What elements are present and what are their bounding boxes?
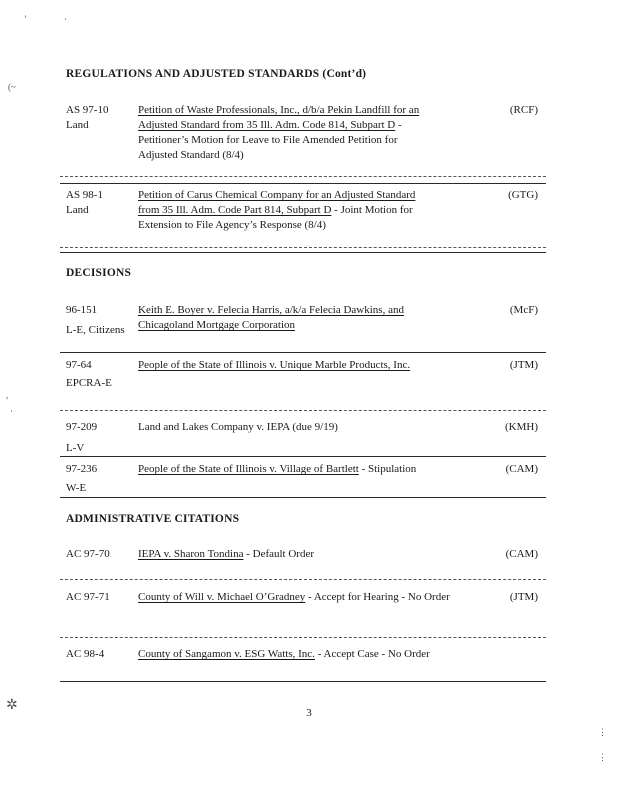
divider <box>60 681 546 682</box>
case-title <box>138 647 478 662</box>
case-category: W-E <box>66 482 87 494</box>
case-number: AC 97-71 <box>66 591 110 603</box>
case-title-link[interactable]: Land and Lakes Company v. IEPA <box>138 421 290 433</box>
case-title <box>138 358 468 373</box>
case-initials: (CAM) <box>505 463 538 475</box>
case-number: AS 97-10 <box>66 104 109 116</box>
case-initials: (RCF) <box>509 104 538 116</box>
case-number: 97-64 <box>66 359 92 371</box>
case-category: L-V <box>66 442 85 454</box>
case-number: AC 98-4 <box>66 648 105 660</box>
case-number: AC 97-70 <box>66 548 110 560</box>
case-title <box>138 420 468 435</box>
case-title <box>138 188 438 233</box>
divider <box>60 252 546 253</box>
scan-speck: · <box>10 406 13 416</box>
case-initials: (GTG) <box>508 189 538 201</box>
scan-speck: ✲ <box>6 698 18 713</box>
admin-citations-heading: ADMINISTRATIVE CITATIONS <box>66 513 240 525</box>
divider <box>60 410 546 411</box>
case-title-rest: - Petitioner’s Motion for Leave to File Amended Petition for Adjusted Standard (8/4) <box>138 119 402 161</box>
case-initials: (McF) <box>509 304 538 316</box>
divider <box>60 183 546 184</box>
divider <box>60 176 546 177</box>
divider <box>60 352 546 353</box>
case-title-rest: - Accept Case - No Order <box>314 648 430 660</box>
scan-speck: · <box>64 14 67 24</box>
case-title <box>138 303 448 333</box>
case-number: AS 98-1 <box>66 189 103 201</box>
divider <box>60 579 546 580</box>
divider <box>60 456 546 457</box>
case-initials: (JTM) <box>509 591 538 603</box>
page-number: 3 <box>306 707 312 719</box>
case-title-link[interactable]: Keith E. Boyer v. Felecia Harris, a/k/a Felecia Dawkins, and Chicagoland Mortgage Corporation <box>138 304 404 331</box>
case-title <box>138 462 478 477</box>
case-initials: (KMH) <box>505 421 538 433</box>
case-title-link[interactable]: Petition of Waste Professionals, Inc., d/b/a Pekin Landfill for an Adjusted Standard from 35 Ill. Adm. Code 814, Subpart D <box>138 104 420 131</box>
case-category: EPCRA-E <box>66 377 112 389</box>
case-title-link[interactable]: IEPA v. Sharon Tondina <box>138 548 244 560</box>
case-initials: (JTM) <box>509 359 538 371</box>
case-title-link[interactable]: People of the State of Illinois v. Unique Marble Products, Inc. <box>138 359 411 371</box>
case-category: Land <box>66 204 89 216</box>
case-title-link[interactable]: County of Will v. Michael O’Gradney <box>138 591 306 603</box>
case-title-link[interactable]: County of Sangamon v. ESG Watts, Inc. <box>138 648 315 660</box>
case-title-rest: - Default Order <box>243 548 315 560</box>
case-title-rest: (due 9/19) <box>289 421 338 433</box>
case-number: 97-236 <box>66 463 98 475</box>
case-number: 96-151 <box>66 304 98 316</box>
case-title-rest: - Stipulation <box>358 463 417 475</box>
case-title <box>138 547 468 562</box>
divider <box>60 637 546 638</box>
scan-speck: ’ <box>24 14 27 24</box>
regulations-heading: REGULATIONS AND ADJUSTED STANDARDS (Cont’d) <box>66 68 367 80</box>
case-title <box>138 590 458 605</box>
case-title-rest: - Joint Motion for Extension to File Agency’s Response (8/4) <box>138 204 413 231</box>
case-number: 97-209 <box>66 421 98 433</box>
scan-speck: ⋮ <box>598 752 607 762</box>
case-category: L-E, Citizens <box>66 324 125 336</box>
scan-speck: (~ <box>8 82 16 92</box>
case-title-link[interactable]: Petition of Carus Chemical Company for an Adjusted Standard from 35 Ill. Adm. Code Part 814, Subpart D <box>138 189 416 216</box>
scan-speck: ⋮ <box>598 727 607 737</box>
divider <box>60 497 546 498</box>
divider <box>60 247 546 248</box>
case-title-link[interactable]: People of the State of Illinois v. Village of Bartlett <box>138 463 359 475</box>
decisions-heading: DECISIONS <box>66 267 132 279</box>
case-title <box>138 103 438 163</box>
scan-speck: , <box>6 390 9 400</box>
case-initials: (CAM) <box>505 548 538 560</box>
case-title-rest: - Accept for Hearing - No Order <box>305 591 450 603</box>
case-category: Land <box>66 119 89 131</box>
